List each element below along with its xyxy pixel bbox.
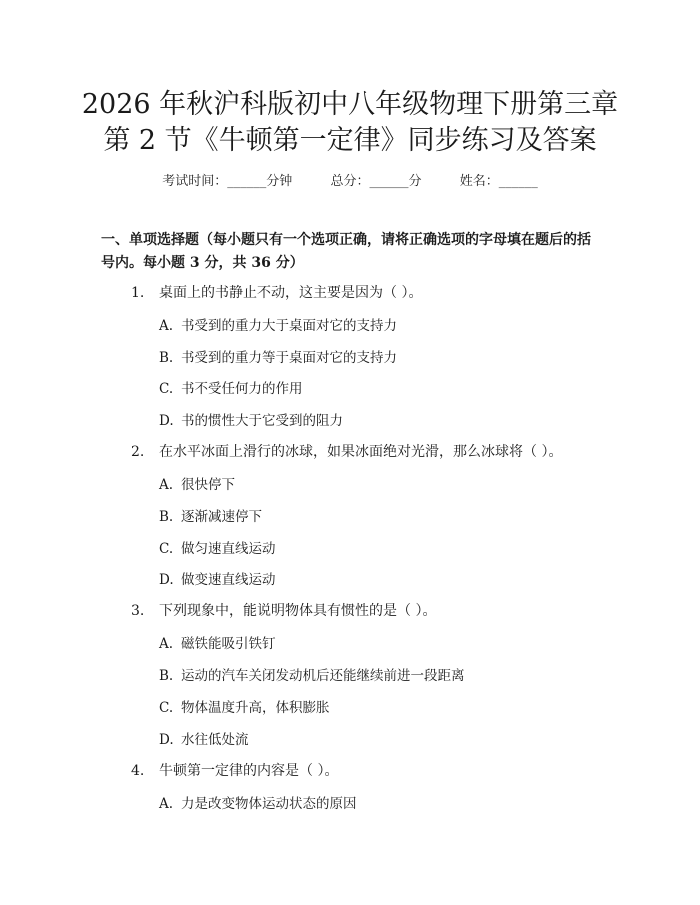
option-letter: D. [159,413,174,429]
question-number: 1. [131,285,145,301]
option-1c [159,377,303,397]
name-field: 姓名：______ [459,174,538,189]
option-3c [159,696,330,716]
question-number: 3. [131,603,145,619]
option-letter: C. [159,700,174,716]
option-text: 水往低处流 [181,732,249,748]
option-1b [159,346,397,366]
question-text: 桌面上的书静止不动，这主要是因为（ ）。 [159,285,423,301]
option-4a [159,792,357,812]
option-letter: B. [159,668,174,684]
option-text: 做变速直线运动 [181,572,276,588]
option-text: 逐渐减速停下 [181,509,262,525]
option-text: 书受到的重力等于桌面对它的支持力 [181,350,397,366]
option-text: 很快停下 [181,477,235,493]
option-text: 运动的汽车关闭发动机后还能继续前进一段距离 [181,668,465,684]
option-2b [159,505,262,525]
option-text: 做匀速直线运动 [181,541,276,557]
option-text: 力是改变物体运动状态的原因 [181,796,357,812]
question-number: 4. [131,763,145,779]
document-title-line-1: 2026 年秋沪科版初中八年级物理下册第三章 [81,89,619,120]
exam-info [0,170,700,189]
option-3a [159,632,276,652]
option-1d [159,409,343,429]
option-text: 书不受任何力的作用 [181,381,303,397]
question-4 [131,760,338,780]
option-letter: D. [159,572,174,588]
option-text: 物体温度升高，体积膨胀 [181,700,330,716]
option-text: 磁铁能吸引铁钉 [181,636,276,652]
option-letter: A. [159,636,174,652]
option-3d [159,728,249,748]
total-score-field: 总分：______分 [330,174,422,189]
option-letter: A. [159,477,174,493]
question-text: 牛顿第一定律的内容是（ ）。 [159,763,339,779]
document-title-line-2: 第 2 节《牛顿第一定律》同步练习及答案 [103,125,597,156]
option-1a [159,314,397,334]
option-text: 书受到的重力大于桌面对它的支持力 [181,318,397,334]
question-3 [131,600,436,620]
question-1 [131,282,422,302]
option-2c [159,537,276,557]
option-letter: A. [159,318,174,334]
option-text: 书的惯性大于它受到的阻力 [181,413,343,429]
question-number: 2. [131,444,145,460]
option-letter: D. [159,732,174,748]
option-3b [159,664,465,684]
option-letter: B. [159,509,174,525]
option-letter: C. [159,381,174,397]
option-letter: B. [159,350,174,366]
option-2a [159,473,235,493]
option-letter: A. [159,796,174,812]
exam-time-field: 考试时间：______分钟 [162,174,293,189]
option-letter: C. [159,541,174,557]
question-text: 下列现象中，能说明物体具有惯性的是（ ）。 [159,603,437,619]
question-text: 在水平冰面上滑行的冰球，如果冰面绝对光滑，那么冰球将（ ）。 [159,444,563,460]
section-heading: 一、单项选择题（每小题只有一个选项正确，请将正确选项的字母填在题后的括号内。每小题 3 分，共 36 分） [101,232,591,271]
option-2d [159,568,276,588]
question-2 [131,441,562,461]
